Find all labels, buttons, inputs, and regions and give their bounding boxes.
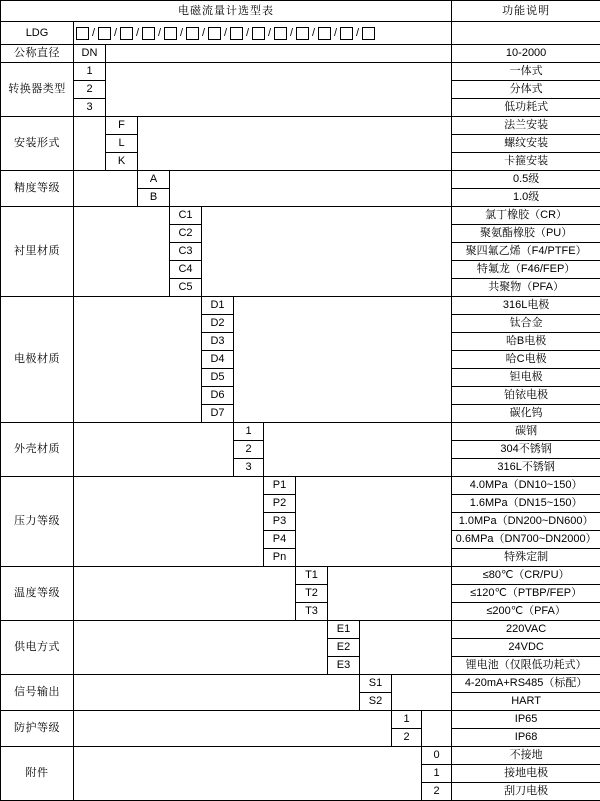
option-code[interactable]: D5 [202, 369, 234, 387]
nominal-diameter-row [1, 45, 600, 63]
spacer-right [264, 423, 452, 477]
spacer-right [170, 171, 452, 207]
slash-separator: / [89, 27, 98, 40]
slash-separator: / [265, 27, 274, 40]
option-code[interactable]: C4 [170, 261, 202, 279]
spacer-left [74, 117, 106, 171]
table-row [1, 63, 600, 81]
code-box[interactable] [142, 27, 155, 40]
slash-separator: / [287, 27, 296, 40]
option-description: 316L电极 [452, 297, 600, 315]
header-row [1, 1, 600, 22]
option-description: 304不锈钢 [452, 441, 600, 459]
option-description: 24VDC [452, 639, 600, 657]
option-code[interactable]: T3 [296, 603, 328, 621]
option-description: 特殊定制 [452, 549, 600, 567]
option-description: 低功耗式 [452, 99, 600, 117]
slash-separator: / [155, 27, 164, 40]
table-title: 电磁流量计选型表 [1, 1, 452, 22]
slash-separator: / [309, 27, 318, 40]
code-box[interactable] [186, 27, 199, 40]
option-description: 聚四氟乙烯（F4/PTFE） [452, 243, 600, 261]
model-code-row [1, 22, 600, 45]
slash-separator: / [111, 27, 120, 40]
option-description: 卡箍安装 [452, 153, 600, 171]
option-code[interactable]: S2 [360, 693, 392, 711]
option-code[interactable]: 2 [422, 783, 452, 801]
option-description: 接地电极 [452, 765, 600, 783]
option-description: 不接地 [452, 747, 600, 765]
spacer-left [74, 297, 202, 423]
option-description: 碳化钨 [452, 405, 600, 423]
option-description: 0.6MPa（DN700~DN2000） [452, 531, 600, 549]
spacer-left [74, 423, 234, 477]
code-box[interactable] [362, 27, 375, 40]
spacer-left [74, 675, 360, 711]
option-code[interactable]: F [106, 117, 138, 135]
option-description: ≤120℃（PTBP/FEP） [452, 585, 600, 603]
option-description: 铂铱电极 [452, 387, 600, 405]
option-code[interactable]: C3 [170, 243, 202, 261]
option-code[interactable]: P2 [264, 495, 296, 513]
option-description: 1.6MPa（DN15~150） [452, 495, 600, 513]
spacer-cell [106, 45, 452, 63]
option-code[interactable]: D6 [202, 387, 234, 405]
spacer-right [138, 117, 452, 171]
spacer-left [74, 621, 328, 675]
option-code[interactable]: D2 [202, 315, 234, 333]
table-body [1, 1, 600, 801]
table-row [1, 423, 600, 441]
category-label-9: 供电方式 [1, 621, 74, 675]
option-description: 螺纹安装 [452, 135, 600, 153]
option-code[interactable]: A [138, 171, 170, 189]
table-row [1, 567, 600, 585]
dn-code: DN [74, 45, 106, 63]
spacer-left [74, 171, 138, 207]
option-code[interactable]: E1 [328, 621, 360, 639]
option-description: 一体式 [452, 63, 600, 81]
slash-separator: / [331, 27, 340, 40]
option-code[interactable]: S1 [360, 675, 392, 693]
spacer-right [234, 297, 452, 423]
table-row [1, 207, 600, 225]
code-box[interactable] [164, 27, 177, 40]
option-description: 哈B电极 [452, 333, 600, 351]
dn-range: 10-2000 [452, 45, 600, 63]
function-column-header: 功能说明 [452, 1, 600, 22]
table-row [1, 747, 600, 765]
category-label-3: 精度等级 [1, 171, 74, 207]
spacer-left [74, 207, 170, 297]
option-description: 316L不锈钢 [452, 459, 600, 477]
spacer-left [74, 567, 296, 621]
spacer-left [74, 477, 264, 567]
option-description: HART [452, 693, 600, 711]
code-box[interactable] [230, 27, 243, 40]
function-blank [452, 22, 600, 45]
option-description: 刮刀电极 [452, 783, 600, 801]
option-code[interactable]: D7 [202, 405, 234, 423]
code-box[interactable] [274, 27, 287, 40]
code-box[interactable] [296, 27, 309, 40]
category-label-6: 外壳材质 [1, 423, 74, 477]
option-code[interactable]: 3 [234, 459, 264, 477]
category-label-7: 压力等级 [1, 477, 74, 567]
option-code[interactable]: P1 [264, 477, 296, 495]
category-label-11: 防护等级 [1, 711, 74, 747]
option-code[interactable]: C1 [170, 207, 202, 225]
option-code[interactable]: P3 [264, 513, 296, 531]
spacer-right [392, 675, 452, 711]
option-description: 氯丁橡胶（CR） [452, 207, 600, 225]
option-code[interactable]: 1 [234, 423, 264, 441]
option-description: 220VAC [452, 621, 600, 639]
option-code[interactable]: 2 [392, 729, 422, 747]
category-label-1: 转换器类型 [1, 63, 74, 117]
spacer-left [74, 747, 422, 801]
table-row [1, 675, 600, 693]
option-code[interactable]: 2 [74, 81, 106, 99]
code-box-strip[interactable] [74, 22, 452, 45]
category-label-8: 温度等级 [1, 567, 74, 621]
option-code[interactable]: L [106, 135, 138, 153]
option-code[interactable]: K [106, 153, 138, 171]
option-description: 锂电池（仅限低功耗式） [452, 657, 600, 675]
slash-separator: / [221, 27, 230, 40]
option-description: 1.0级 [452, 189, 600, 207]
table-row [1, 621, 600, 639]
option-code[interactable]: Pn [264, 549, 296, 567]
option-code[interactable]: D4 [202, 351, 234, 369]
slash-separator: / [243, 27, 252, 40]
table-row [1, 171, 600, 189]
option-code[interactable]: 1 [74, 63, 106, 81]
option-description: 哈C电极 [452, 351, 600, 369]
slash-separator: / [133, 27, 142, 40]
option-description: 4-20mA+RS485（标配） [452, 675, 600, 693]
option-description: IP68 [452, 729, 600, 747]
option-code[interactable]: 1 [422, 765, 452, 783]
option-description: ≤200℃（PFA） [452, 603, 600, 621]
option-code[interactable]: T2 [296, 585, 328, 603]
spacer-right [296, 477, 452, 567]
option-code[interactable]: E2 [328, 639, 360, 657]
option-description: 碳钢 [452, 423, 600, 441]
slash-separator: / [353, 27, 362, 40]
option-description: 0.5级 [452, 171, 600, 189]
code-box[interactable] [208, 27, 221, 40]
code-box[interactable] [120, 27, 133, 40]
table-row [1, 477, 600, 495]
code-box[interactable] [318, 27, 331, 40]
table-row [1, 711, 600, 729]
option-code[interactable]: T1 [296, 567, 328, 585]
spacer-right [106, 63, 452, 117]
option-code[interactable]: D1 [202, 297, 234, 315]
option-code[interactable]: 0 [422, 747, 452, 765]
option-description: 聚氨酯橡胶（PU） [452, 225, 600, 243]
option-description: 1.0MPa（DN200~DN600） [452, 513, 600, 531]
category-label-2: 安装形式 [1, 117, 74, 171]
option-description: 分体式 [452, 81, 600, 99]
option-code[interactable]: C2 [170, 225, 202, 243]
code-box[interactable] [98, 27, 111, 40]
option-description: IP65 [452, 711, 600, 729]
option-description: 4.0MPa（DN10~150） [452, 477, 600, 495]
option-code[interactable]: 1 [392, 711, 422, 729]
spacer-right [328, 567, 452, 621]
option-code[interactable]: D3 [202, 333, 234, 351]
option-description: 特氟龙（F46/FEP） [452, 261, 600, 279]
spacer-right [202, 207, 452, 297]
category-label-10: 信号输出 [1, 675, 74, 711]
option-description: 钽电极 [452, 369, 600, 387]
option-code[interactable]: 3 [74, 99, 106, 117]
option-description: 法兰安装 [452, 117, 600, 135]
option-code[interactable]: E3 [328, 657, 360, 675]
slash-separator: / [199, 27, 208, 40]
code-box[interactable] [76, 27, 89, 40]
slash-separator: / [177, 27, 186, 40]
spacer-right [360, 621, 452, 675]
option-description: 钛合金 [452, 315, 600, 333]
category-label-5: 电极材质 [1, 297, 74, 423]
option-code[interactable]: P4 [264, 531, 296, 549]
category-label-4: 衬里材质 [1, 207, 74, 297]
code-box[interactable] [340, 27, 353, 40]
table-row [1, 117, 600, 135]
code-box[interactable] [252, 27, 265, 40]
model-prefix: LDG [1, 22, 74, 45]
option-code[interactable]: B [138, 189, 170, 207]
table-row [1, 297, 600, 315]
option-code[interactable]: C5 [170, 279, 202, 297]
category-label-12: 附件 [1, 747, 74, 801]
option-code[interactable]: 2 [234, 441, 264, 459]
option-description: 共聚物（PFA） [452, 279, 600, 297]
option-description: ≤80℃（CR/PU） [452, 567, 600, 585]
category-label-nominal-diameter: 公称直径 [1, 45, 74, 63]
